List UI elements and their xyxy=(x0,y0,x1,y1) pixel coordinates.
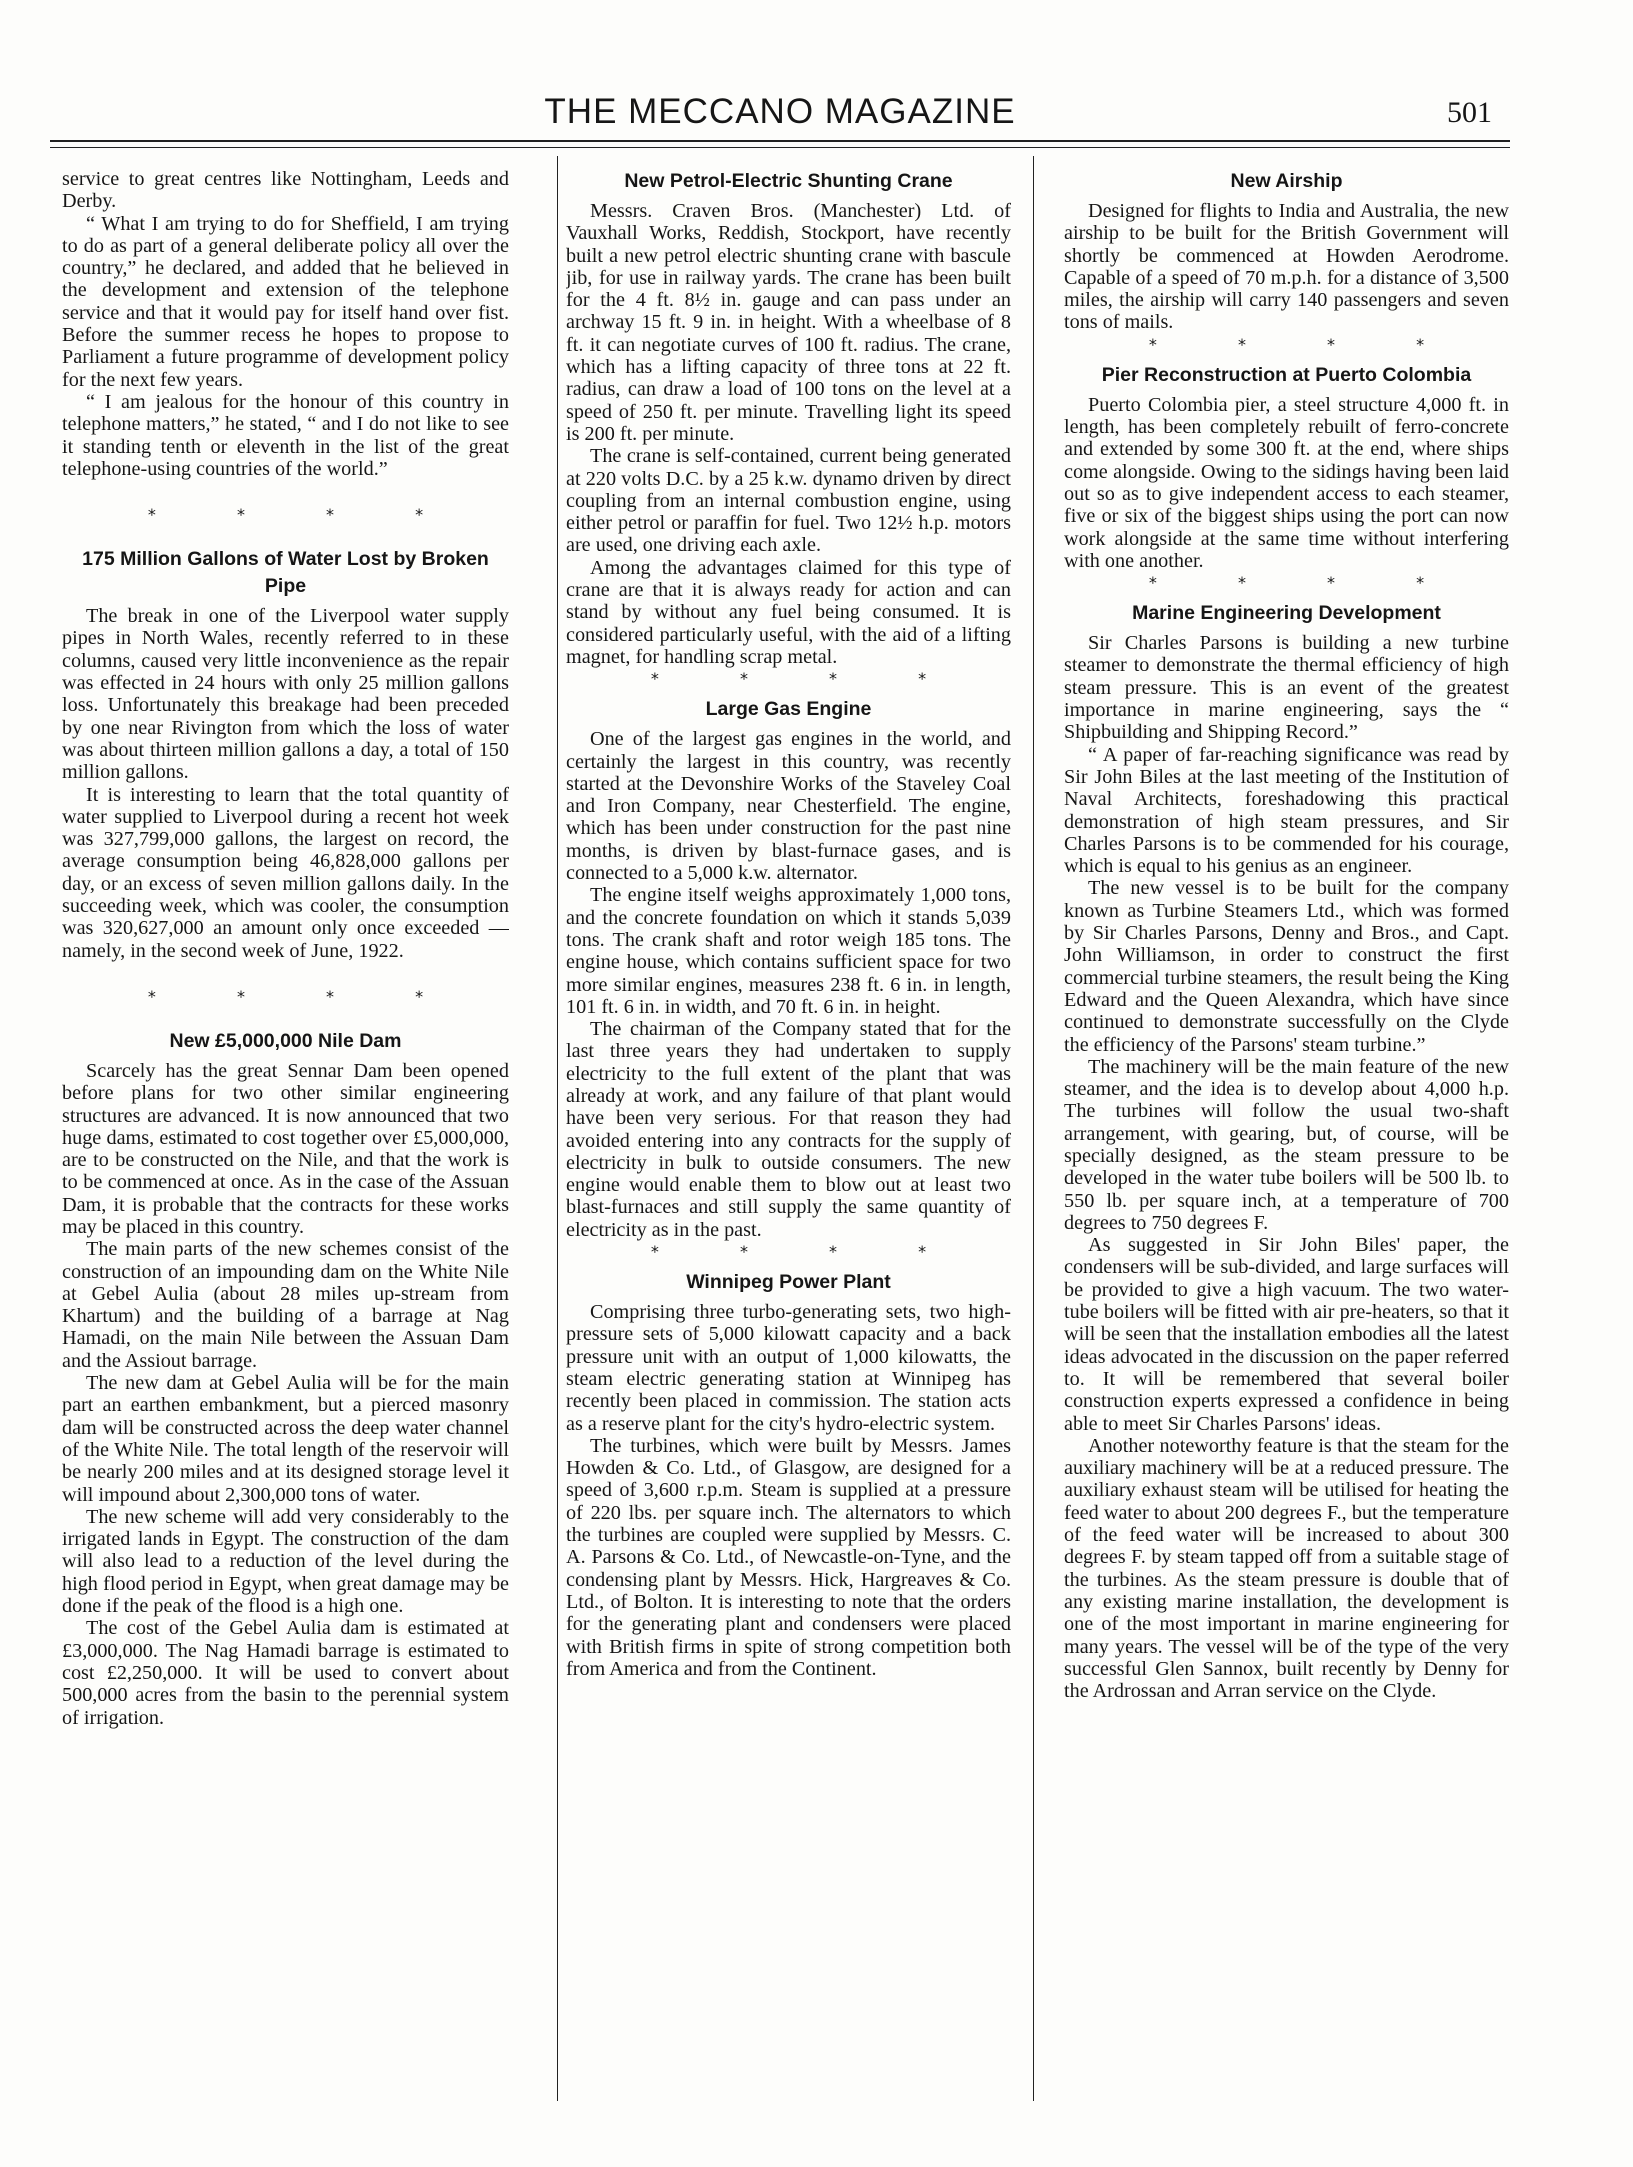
paragraph: Sir Charles Parsons is building a new turbine steamer to demonstrate the thermal efficiency of high steam pressure. This is an event of the greatest importance in marine engineering, says the “ Shipbuilding and Shipping Record.” xyxy=(1064,632,1509,744)
section-separator: * * * * xyxy=(650,669,965,689)
paragraph: “ I am jealous for the honour of this country in telephone matters,” he stated, “ and I do not like to see it standing tenth or eleventh in the list of the great telephone-using countries of the world.” xyxy=(62,390,509,480)
paragraph: Another noteworthy feature is that the steam for the auxiliary machinery will be at a reduced pressure. The auxiliary exhaust steam will be utilised for heating the feed water to about 200 degrees F., but the temperature of the feed water will be increased to about 300 degrees F. by steam tapped off from a suitable stage of the turbines. As the steam pressure is double that of any existing marine installation, the development is one of the most important in marine engineering for many years. The vessel will be of the type of the very successful Glen Sannox, built recently by Denny for the Ardrossan and Arran service on the Clyde. xyxy=(1064,1434,1509,1703)
section-separator: * * * * xyxy=(1148,573,1463,593)
heading-gas-engine: Large Gas Engine xyxy=(705,698,872,721)
section-separator: * * * * xyxy=(650,1242,965,1262)
paragraph: It is interesting to learn that the total quantity of water supplied to Liverpool during a recent hot week was 327,799,000 gallons, the largest on record, the average consumption being 46,828,000 gallons per day, or an excess of seven million gallons daily. In the succeeding week, which was cooler, the consumption was 320,627,000 an amount only once exceeded —namely, in the second week of June, 1922. xyxy=(62,783,509,962)
section-separator: * * * * xyxy=(147,986,462,1006)
magazine-title: THE MECCANO MAGAZINE xyxy=(544,92,1016,131)
paragraph: Puerto Colombia pier, a steel structure 4,000 ft. in length, has been completely rebuilt of ferro-concrete and extended by some 300 ft. at the end, where ships come alongside. Owing to the sidings having been laid out so as to give independent access to each steamer, five or six of the biggest ships using the port can now work alongside at the same time without interfering with one another. xyxy=(1064,393,1509,572)
paragraph: The chairman of the Company stated that for the last three years they had undertaken to supply electricity to the full extent of the plant that was already at work, and any failure of that plant would have been very serious. For that reason they had avoided entering into any contracts for the supply of electricity in bulk to outside consumers. The new engine would enable them to blow out at least two blast-furnaces and still supply the same quantity of electricity as in the past. xyxy=(566,1018,1011,1241)
column-divider-2 xyxy=(1033,156,1034,2101)
column-divider-1 xyxy=(557,156,558,2101)
section-separator: * * * * xyxy=(147,505,462,525)
paragraph: Designed for flights to India and Australia, the new airship to be built for the British Government will shortly be commenced at Howden Aerodrome. Capable of a speed of 70 m.p.h. for a distance of 3,500 miles, the airship will carry 140 passengers and seven tons of mails. xyxy=(1064,200,1509,334)
paragraph: The cost of the Gebel Aulia dam is estimated at £3,000,000. The Nag Hamadi barrage is estimated to cost £2,250,000. It will be used to convert about 500,000 acres from the basin to the perennial system of irrigation. xyxy=(62,1617,509,1729)
paragraph: The new scheme will add very considerably to the irrigated lands in Egypt. The construction of the dam will also lead to a reduction of the level during the high flood period in Egypt, when great damage may be done if the peak of the flood is a high one. xyxy=(62,1505,509,1618)
section-separator: * * * * xyxy=(1148,334,1463,354)
paragraph: The main parts of the new schemes consist of the construction of an impounding dam on the White Nile at Gebel Aulia (about 28 miles up-stream from Khartum) and the building of a barrage at Nag Hamadi, on the main Nile between the Assuan Dam and the Assiout barrage. xyxy=(62,1238,509,1372)
header-rule-bottom xyxy=(50,147,1510,148)
paragraph: One of the largest gas engines in the world, and certainly the largest in this country, was recently started at the Devonshire Works of the Staveley Coal and Iron Company, near Chesterfield. The engine, which has been under construction for the past nine months, is driven by blast-furnace gases, and is connected to a 5,000 k.w. alternator. xyxy=(566,728,1011,885)
column-1 xyxy=(62,168,509,2098)
paragraph: “ A paper of far-reaching significance was read by Sir John Biles at the last meeting of the Institution of Naval Architects, foreshadowing this practical demonstration of high steam pressures, and Sir Charles Parsons is to be commended for his courage, which is equal to his genius as an engineer. xyxy=(1064,743,1509,878)
paragraph: As suggested in Sir John Biles' paper, the condensers will be sub-divided, and large surfaces will be provided to give a high vacuum. The two water-tube boilers will be fitted with air pre-heaters, so that it will be seen that the installation embodies all the latest ideas advocated in the discussion on the paper referred to. It will be remembered that several boiler construction experts expressed a confidence in being able to meet Sir Charles Parsons' ideas. xyxy=(1064,1234,1509,1435)
paragraph: The turbines, which were built by Messrs. James Howden & Co. Ltd., of Glasgow, are designed for a speed of 3,600 r.p.m. Steam is supplied at a pressure of 220 lbs. per square inch. The alternators to which the turbines are coupled were supplied by Messrs. C. A. Parsons & Co. Ltd., of Newcastle-on-Tyne, and the condensing plant by Messrs. Hick, Hargreaves & Co. Ltd., of Bolton. It is interesting to note that the orders for the generating plant and condensers were placed with British firms in spite of strong competition both from America and from the Continent. xyxy=(566,1434,1011,1680)
paragraph: Scarcely has the great Sennar Dam been opened before plans for two other similar engineering structures are advanced. It is now announced that two huge dams, estimated to cost together over £5,000,000, are to be constructed on the Nile, and that the work is to be commenced at once. As in the case of the Assuan Dam, it is probable that the contracts for these works may be placed in this country. xyxy=(62,1059,509,1238)
masthead xyxy=(50,92,1510,136)
paragraph: Messrs. Craven Bros. (Manchester) Ltd. of Vauxhall Works, Reddish, Stockport, have recently built a new petrol electric shunting crane with bascule jib, for use in railway yards. The crane has been built for the 4 ft. 8½ in. gauge and can pass under an archway 15 ft. 9 in. in height. With a wheelbase of 8 ft. it can negotiate curves of 100 ft. radius. The crane, which has a lifting capacity of three tons at 22 ft. radius, can draw a load of 100 tons on the level at a speed of 250 ft. per minute. Travelling light its speed is 200 ft. per minute. xyxy=(566,200,1011,445)
paragraph: service to great centres like Nottingham, Leeds and Derby. xyxy=(62,168,509,213)
paragraph: Comprising three turbo-generating sets, two high-pressure sets of 5,000 kilowatt capacity and a back pressure unit with an output of 1,000 kilowatts, the steam electric generating station at Winnipeg has recently been placed in commission. The station acts as a reserve plant for the city's hydro-electric system. xyxy=(566,1301,1011,1435)
paragraph: The engine itself weighs approximately 1,000 tons, and the concrete foundation on which it stands 5,039 tons. The crank shaft and rotor weigh 185 tons. The engine house, which contains sufficient space for two more similar engines, measures 238 ft. 6 in. in length, 101 ft. 6 in. in width, and 70 ft. 6 in. in height. xyxy=(566,884,1011,1018)
paragraph: The crane is self-contained, current being generated at 220 volts D.C. by a 25 k.w. dynamo driven by direct coupling from an internal combustion engine, using either petrol or paraffin for fuel. Two 12½ h.p. motors are used, one driving each axle. xyxy=(566,445,1011,557)
heading-water-loss: 175 Million Gallons of Water Lost by Broken Pipe xyxy=(82,548,489,598)
heading-winnipeg: Winnipeg Power Plant xyxy=(686,1271,891,1294)
paragraph: The new vessel is to be built for the company known as Turbine Steamers Ltd., which was formed by Sir Charles Parsons, Denny and Bros., and Capt. John Williamson, in order to construct the first commercial turbine steamers, the result being the King Edward and the Queen Alexandra, which have since continued to demonstrate successfully on the Clyde the efficiency of the Parsons' steam turbine.” xyxy=(1064,877,1509,1056)
heading-marine-engineering: Marine Engineering Development xyxy=(1132,602,1441,625)
column-2 xyxy=(566,168,1011,2098)
paragraph: “ What I am trying to do for Sheffield, I am trying to do as part of a general deliberate policy all over the country,” he declared, and added that he believed in the development and extension of the telephone service and that it would pay for itself hand over fist. Before the summer recess he hopes to propose to Parliament a future programme of development policy for the next few years. xyxy=(62,212,509,391)
page-number: 501 xyxy=(1447,96,1492,129)
heading-airship: New Airship xyxy=(1230,170,1343,192)
column-3 xyxy=(1064,168,1509,2098)
paragraph: The machinery will be the main feature of the new steamer, and the idea is to develop about 4,000 h.p. The turbines will follow the usual two-shaft arrangement, with gearing, but, of course, will be specially designed, as the steam pressure to be developed in the water tube boilers will be 500 lb. to 550 lb. per square inch, at a temperature of 700 degrees to 750 degrees F. xyxy=(1064,1055,1509,1234)
paragraph: Among the advantages claimed for this type of crane are that it is always ready for action and can stand by without any fuel being consumed. It is considered particularly useful, with the aid of a lifting magnet, for handling scrap metal. xyxy=(566,556,1011,668)
heading-shunting-crane: New Petrol-Electric Shunting Crane xyxy=(624,170,953,192)
header-rule-top xyxy=(50,140,1510,142)
paragraph: The break in one of the Liverpool water supply pipes in North Wales, recently referred to in these columns, caused very little inconvenience as the repair was effected in 24 hours with only 25 million gallons loss. Unfortunately this breakage had been preceded by one near Rivington from which the loss of water was about thirteen million gallons a day, a total of 150 million gallons. xyxy=(62,605,509,784)
heading-nile-dam: New £5,000,000 Nile Dam xyxy=(169,1029,402,1052)
heading-pier: Pier Reconstruction at Puerto Colombia xyxy=(1101,363,1472,386)
paragraph: The new dam at Gebel Aulia will be for the main part an earthen embankment, but a pierced masonry dam will be constructed across the deep water channel of the White Nile. The total length of the reservoir will be nearly 200 miles and at its designed storage level it will impound about 2,300,000 tons of water. xyxy=(62,1372,509,1506)
